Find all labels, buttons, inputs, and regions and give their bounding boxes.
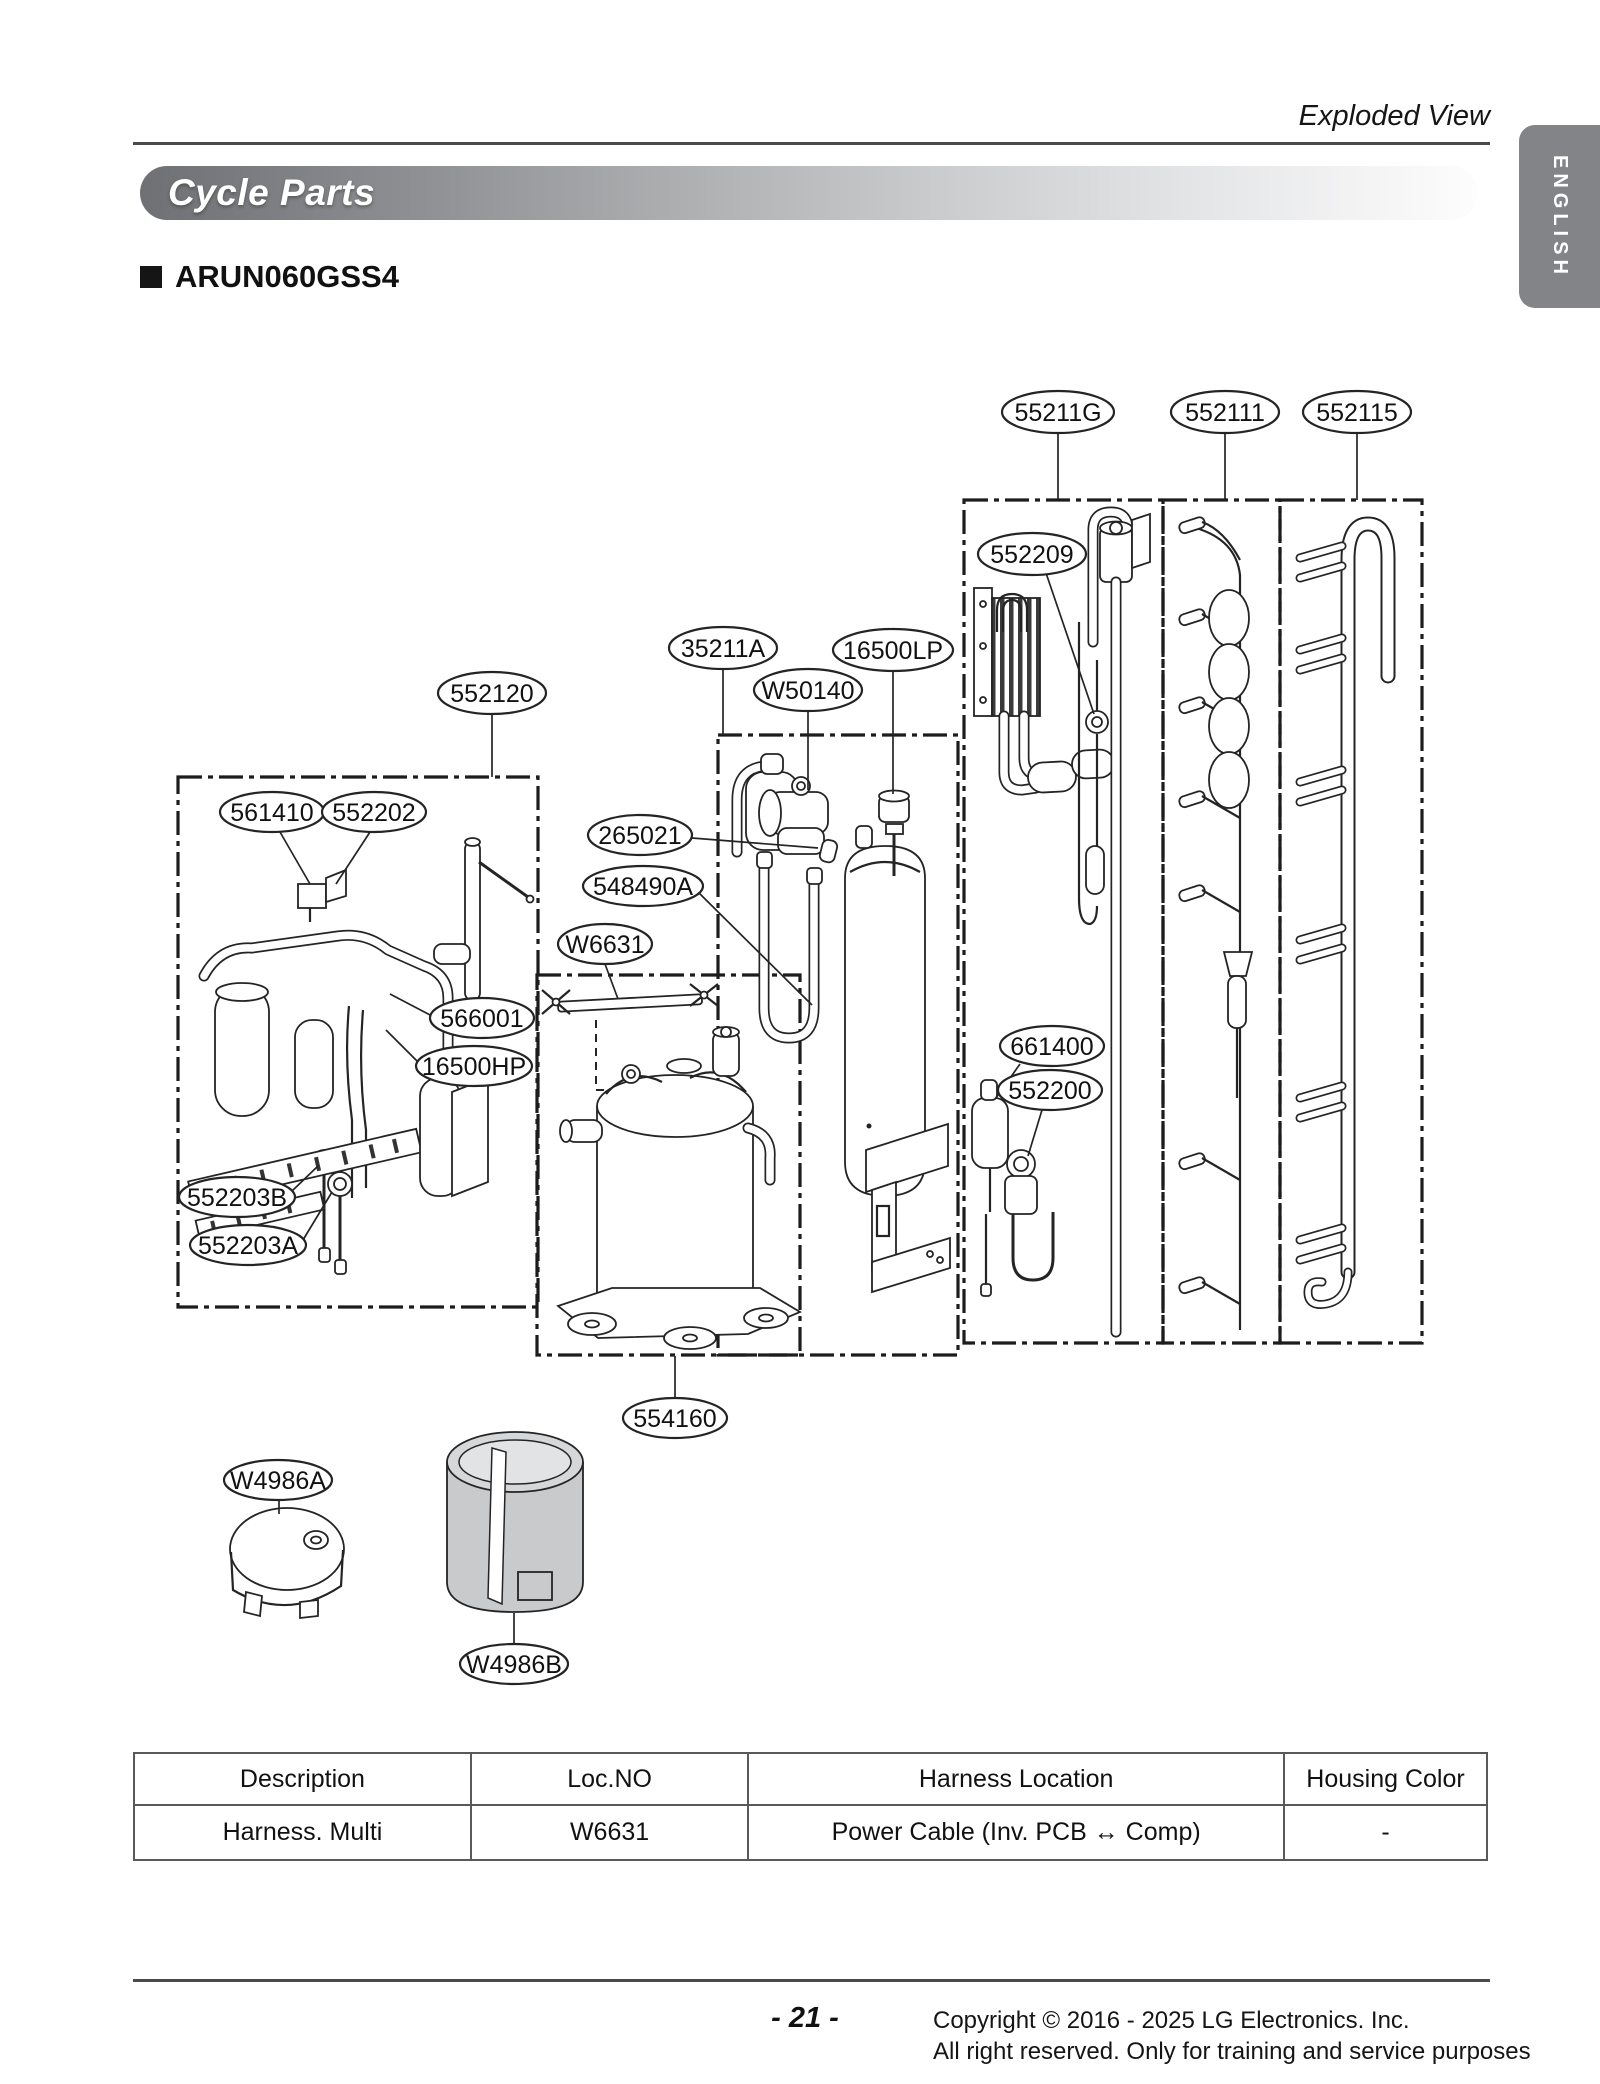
language-tab-label: ENGLISH bbox=[1549, 154, 1571, 279]
part-label-552115 bbox=[1303, 391, 1411, 433]
part-label-552120 bbox=[438, 672, 546, 714]
heater-pipe-552115 bbox=[1300, 524, 1388, 1305]
svg-text:W6631: W6631 bbox=[565, 931, 645, 959]
part-label-265021 bbox=[588, 815, 692, 855]
part-label-566001 bbox=[430, 998, 534, 1038]
part-label-548490A bbox=[583, 866, 703, 906]
part-label-552203B bbox=[179, 1177, 295, 1217]
svg-text:552209: 552209 bbox=[990, 541, 1074, 569]
harness-table-wrap bbox=[133, 1752, 1488, 1861]
svg-text:55211G: 55211G bbox=[1014, 399, 1102, 427]
part-label-W4986B bbox=[460, 1644, 568, 1684]
drier-661400 bbox=[972, 1098, 1008, 1168]
svg-text:552203A: 552203A bbox=[197, 1232, 299, 1260]
part-label-552200 bbox=[998, 1070, 1102, 1110]
svg-text:W4986A: W4986A bbox=[230, 1467, 326, 1495]
footer-rule bbox=[133, 1979, 1490, 1982]
svg-text:548490A: 548490A bbox=[592, 873, 694, 901]
col-description: Description bbox=[134, 1753, 471, 1805]
col-harness-location: Harness Location bbox=[748, 1753, 1284, 1805]
svg-text:552120: 552120 bbox=[450, 680, 534, 708]
part-label-16500LP bbox=[833, 629, 953, 671]
svg-text:561410: 561410 bbox=[230, 799, 314, 827]
part-label-661400 bbox=[1000, 1026, 1104, 1066]
page-number: - 21 - bbox=[771, 2002, 839, 2034]
part-label-16500HP bbox=[416, 1046, 532, 1086]
svg-text:552115: 552115 bbox=[1316, 399, 1398, 427]
col-housing-color: Housing Color bbox=[1284, 1753, 1487, 1805]
copyright-line1: Copyright © 2016 - 2025 LG Electronics. Inc. bbox=[933, 2007, 1410, 2034]
part-label-561410 bbox=[220, 792, 324, 832]
canister bbox=[295, 1020, 333, 1108]
part-label-W50140 bbox=[754, 669, 862, 711]
cell-locno: W6631 bbox=[471, 1805, 748, 1860]
exploded-view-label: Exploded View bbox=[1298, 100, 1490, 132]
part-label-554160 bbox=[623, 1398, 727, 1438]
cell-description: Harness. Multi bbox=[134, 1805, 471, 1860]
svg-text:552202: 552202 bbox=[332, 799, 416, 827]
part-label-552209 bbox=[978, 533, 1086, 575]
col-locno: Loc.NO bbox=[471, 1753, 748, 1805]
accumulator-assembly-35211A bbox=[737, 754, 950, 1292]
part-label-W4986A bbox=[224, 1460, 332, 1500]
svg-text:W4986B: W4986B bbox=[466, 1651, 562, 1679]
muffler bbox=[215, 986, 269, 1116]
svg-text:552200: 552200 bbox=[1008, 1077, 1092, 1105]
svg-text:552111: 552111 bbox=[1185, 399, 1265, 427]
copyright-line2: All right reserved. Only for training and service purposes bbox=[933, 2038, 1531, 2065]
cell-harness-location: Power Cable (Inv. PCB ↔ Comp) bbox=[748, 1805, 1284, 1860]
sensor-bulb bbox=[1224, 952, 1252, 976]
harness-table bbox=[133, 1752, 1488, 1861]
banner-title: Cycle Parts bbox=[168, 172, 376, 213]
table-row bbox=[134, 1805, 1487, 1860]
part-label-35211A bbox=[669, 627, 777, 669]
part-label-552203A bbox=[190, 1225, 306, 1265]
svg-text:566001: 566001 bbox=[440, 1005, 524, 1033]
strainer bbox=[1086, 846, 1104, 894]
table-header-row bbox=[134, 1753, 1487, 1805]
valve-bracket-561410 bbox=[298, 884, 326, 908]
sensor-harness-552111 bbox=[1178, 516, 1252, 1330]
svg-text:W50140: W50140 bbox=[761, 677, 855, 705]
part-label-W6631 bbox=[558, 924, 652, 964]
svg-text:16500LP: 16500LP bbox=[842, 637, 944, 665]
part-label-552202 bbox=[322, 792, 426, 832]
cell-housing-color: - bbox=[1284, 1805, 1487, 1860]
svg-text:552203B: 552203B bbox=[186, 1184, 288, 1212]
insulation-cap-W4986A bbox=[230, 1508, 344, 1618]
svg-text:265021: 265021 bbox=[598, 822, 682, 850]
copyright bbox=[933, 2005, 1531, 2067]
model-title: ARUN060GSS4 bbox=[175, 259, 399, 294]
tall-pipe bbox=[465, 842, 480, 1000]
svg-text:16500HP: 16500HP bbox=[421, 1053, 527, 1081]
hx-pipe-assembly-55211G bbox=[972, 512, 1150, 1332]
insulation-jacket-W4986B bbox=[447, 1432, 583, 1612]
svg-text:35211A: 35211A bbox=[680, 635, 766, 663]
svg-text:554160: 554160 bbox=[633, 1405, 717, 1433]
compressor-assembly-554160 bbox=[558, 1027, 800, 1349]
svg-text:661400: 661400 bbox=[1010, 1033, 1094, 1061]
part-label-552111 bbox=[1171, 391, 1279, 433]
discharge-port bbox=[713, 1032, 739, 1076]
plate-heat-exchanger bbox=[992, 598, 1040, 716]
part-label-55211G bbox=[1002, 391, 1114, 433]
